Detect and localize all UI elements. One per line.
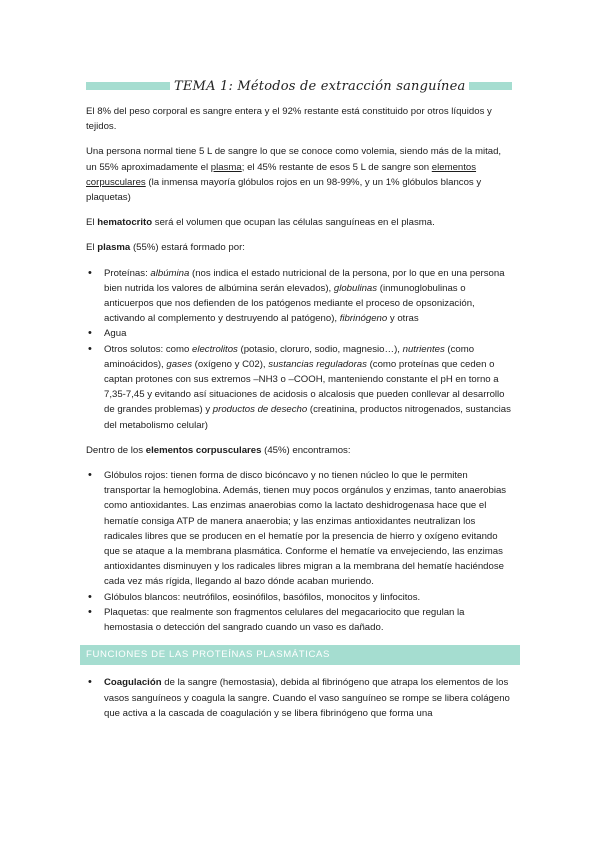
document-body (86, 104, 514, 731)
list-item: • Plaquetas: que realmente son fragmentos celulares del megacariocito que regulan la hemostasia o detección del sangrado cuando un vaso es dañado. (86, 605, 514, 635)
text-run: El (86, 217, 98, 229)
paragraph-elementos (86, 443, 514, 458)
list-item (86, 266, 514, 327)
text-run: será el volumen que ocupan las células sanguíneas en el plasma. (152, 217, 435, 229)
text-run: (inmunoglobulinas o anticuerpos que nos defienden de los patógenos mediante el proceso de opsonización, activando al complemento y destruyendo al patógeno), (104, 282, 475, 325)
text-run: de la sangre (hemostasia), debida al fibrinógeno que atrapa los elementos de los vasos sanguíneos y coagula la sangre. Cuando el vaso sanguíneo se rompe se libera colágeno que activa a la cascada de coagulación y se libera fibrinógeno que forma una (104, 677, 510, 719)
bold-term-coagulacion: Coagulación (104, 677, 162, 689)
italic-term: globulinas (333, 282, 378, 294)
italic-term: nutrientes (402, 343, 445, 355)
text-run: (creatinina, productos nitrogenados, sustancias del metabolismo celular) (104, 404, 511, 431)
paragraph-hematocrito (86, 215, 514, 230)
italic-term: fibrinógeno (339, 313, 388, 325)
text-run: Proteínas: (104, 267, 151, 279)
paragraph-volemia (86, 144, 514, 205)
plasma-components-list (86, 266, 514, 433)
text-run: (la inmensa mayoría glóbulos rojos en un 98-99%, y un 1% glóbulos blancos y plaquetas) (86, 176, 482, 204)
title-accent-bar-right (469, 82, 512, 90)
text-run: (como proteínas que ceden o captan protones con sus extremos –NH3 o –COOH, manteniendo constante el pH en torno a 7,35-7,45 y evitando así situaciones de acidosis o alcalosis que pueden conllevar al desarrollo de grandes problemas) y (104, 358, 505, 416)
text-run: (55%) estará formado por: (130, 242, 245, 254)
corpuscular-elements-list (86, 468, 514, 635)
text-run: Otros solutos: como (104, 343, 192, 355)
text-run: Una persona normal tiene 5 L de sangre lo que se conoce como volemia, siendo más de la mitad, un 55% aproximadamente el (86, 146, 502, 173)
plasma-protein-functions-list (86, 675, 514, 721)
underlined-term-plasma: plasma (210, 161, 242, 173)
list-item (86, 342, 514, 433)
title-accent-bar-left (86, 82, 170, 90)
title-row (86, 76, 512, 96)
text-run: (oxígeno y C02), (192, 358, 269, 370)
page-title: TEMA 1: Métodos de extracción sanguínea (174, 78, 466, 94)
section-header: FUNCIONES DE LAS PROTEÍNAS PLASMÁTICAS (80, 645, 520, 665)
italic-term: gases (166, 358, 192, 370)
text-run: (potasio, cloruro, sodio, magnesio…), (237, 343, 403, 355)
italic-term: albúmina (150, 267, 190, 279)
text-run: (como aminoácidos), (104, 343, 475, 370)
text-run: El (86, 242, 98, 254)
paragraph-intro: El 8% del peso corporal es sangre entera y el 92% restante está constituido por otros líquidos y tejidos. (86, 106, 492, 133)
list-item (86, 675, 514, 721)
text-run: ; el 45% restante de esos 5 L de sangre son (241, 161, 432, 173)
text-run: Dentro de los (86, 444, 146, 456)
list-item: • Glóbulos rojos: tienen forma de disco bicóncavo y no tienen núcleo lo que le permiten transportar la hemoglobina. Además, tienen muy pocos orgánulos y enzimas, tanto anaerobias como antioxidantes. Las enzimas anaerobias como la lactato deshidrogenasa hace que el hematíe consiga ATP de manera anaerobia; y las enzimas antioxidantes neutralizan los radicales libres que se producen en el hematíe por la presencia de hierro y oxígeno evitando que se ataque a la membrana plasmática. Conforme el hematíe va envejeciendo, las enzimas antioxidantes disminuyen y los radicales libres migran a la membrana del hematíe haciéndose cada vez más rígida, llegando al bazo dónde acaban muriendo. (86, 468, 514, 590)
underlined-term-elementos: elementos corpusculares (86, 161, 477, 188)
bold-term-plasma: plasma (97, 242, 131, 254)
list-item: • Agua (86, 326, 514, 341)
list-item: • Glóbulos blancos: neutrófilos, eosinófilos, basófilos, monocitos y linfocitos. (86, 590, 514, 605)
bold-term-elementos: elementos corpusculares (145, 444, 262, 456)
italic-term: productos de desecho (212, 404, 308, 416)
paragraph-plasma (86, 240, 514, 255)
text-run: y otras (387, 313, 419, 325)
italic-term: sustancias reguladoras (268, 358, 367, 370)
text-run: (nos indica el estado nutricional de la persona, por lo que en una persona bien nutrida los valores de albúmina serán elevados), (104, 267, 505, 294)
bold-term-hematocrito: hematocrito (97, 217, 153, 229)
italic-term: electrolitos (191, 343, 238, 355)
text-run: (45%) encontramos: (261, 444, 351, 456)
